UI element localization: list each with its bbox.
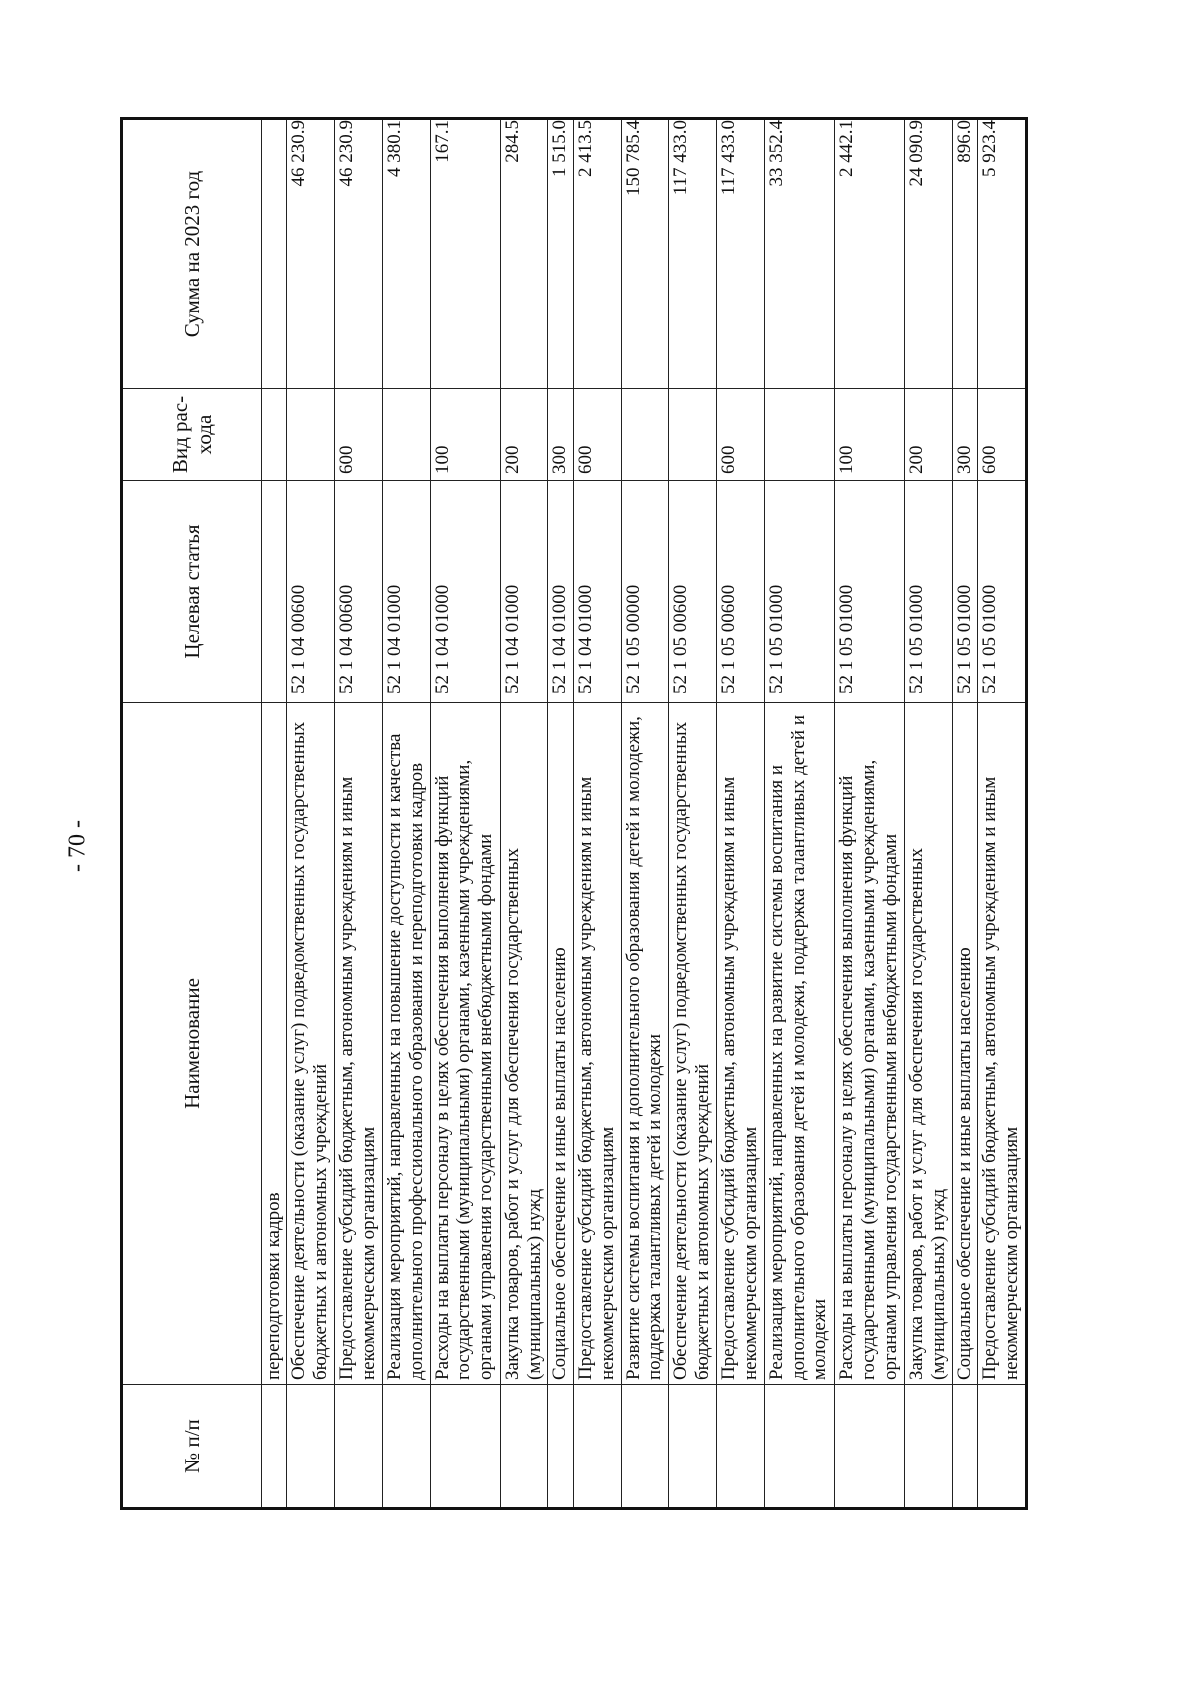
cell-num (764, 1385, 834, 1509)
cell-sum: 33 352.4 (764, 119, 834, 389)
cell-num (717, 1385, 765, 1509)
table-row (952, 119, 977, 1509)
table-row (548, 119, 573, 1509)
cell-name: Социальное обеспечение и иные выплаты населению (548, 703, 573, 1385)
cell-num (548, 1385, 573, 1509)
cell-target: 52 1 04 01000 (382, 481, 430, 703)
cell-num (621, 1385, 669, 1509)
cell-vid: 600 (573, 389, 621, 481)
cell-name: Обеспечение деятельности (оказание услуг) подведомственных государственных бюджетных и автономных учреждений (669, 703, 717, 1385)
cell-name: Социальное обеспечение и иные выплаты населению (952, 703, 977, 1385)
cell-num (834, 1385, 904, 1509)
cell-target: 52 1 04 01000 (548, 481, 573, 703)
cell-vid (669, 389, 717, 481)
cell-name: переподготовки кадров (262, 703, 287, 1385)
cell-num (669, 1385, 717, 1509)
cell-sum: 4 380.1 (382, 119, 430, 389)
cell-sum: 1 515.0 (548, 119, 573, 389)
cell-sum: 117 433.0 (669, 119, 717, 389)
cell-name: Реализация мероприятий, направленных на повышение доступности и качества дополнительного профессионального образования и переподготовки кадров (382, 703, 430, 1385)
cell-sum: 46 230.9 (335, 119, 383, 389)
table-row (382, 119, 430, 1509)
cell-name: Предоставление субсидий бюджетным, автономным учреждениям и иным некоммерческим организациям (335, 703, 383, 1385)
cell-vid: 600 (978, 389, 1027, 481)
cell-sum: 167.1 (430, 119, 500, 389)
cell-num (952, 1385, 977, 1509)
table-row (335, 119, 383, 1509)
budget-table-region (120, 120, 1028, 1510)
cell-target: 52 1 05 00600 (669, 481, 717, 703)
cell-target: 52 1 04 00600 (335, 481, 383, 703)
cell-vid: 600 (335, 389, 383, 481)
cell-target: 52 1 04 01000 (430, 481, 500, 703)
header-sum: Сумма на 2023 год (122, 119, 262, 389)
cell-num (500, 1385, 548, 1509)
cell-num (978, 1385, 1027, 1509)
cell-name: Расходы на выплаты персоналу в целях обеспечения выполнения функций государственными (муниципальными) органами, казенными учреждениями, органами управления государственными внебюджетными фондами (430, 703, 500, 1385)
cell-sum: 896.0 (952, 119, 977, 389)
cell-vid (621, 389, 669, 481)
cell-target: 52 1 05 01000 (764, 481, 834, 703)
cell-sum: 2 413.5 (573, 119, 621, 389)
table-row (834, 119, 904, 1509)
cell-target: 52 1 04 01000 (500, 481, 548, 703)
cell-vid (764, 389, 834, 481)
cell-target: 52 1 04 00600 (287, 481, 335, 703)
table-row (764, 119, 834, 1509)
cell-name: Предоставление субсидий бюджетным, автономным учреждениям и иным некоммерческим организациям (978, 703, 1027, 1385)
cell-name: Закупка товаров, работ и услуг для обеспечения государственных (муниципальных) нужд (500, 703, 548, 1385)
budget-table (120, 117, 1028, 1510)
cell-num (573, 1385, 621, 1509)
header-target: Целевая статья (122, 481, 262, 703)
cell-vid: 200 (500, 389, 548, 481)
cell-name: Развитие системы воспитания и дополнительного образования детей и молодежи, поддержка талантливых детей и молодежи (621, 703, 669, 1385)
cell-num (335, 1385, 383, 1509)
cell-vid: 200 (904, 389, 952, 481)
cell-sum: 46 230.9 (287, 119, 335, 389)
table-row (500, 119, 548, 1509)
table-row (287, 119, 335, 1509)
cell-target: 52 1 05 00000 (621, 481, 669, 703)
cell-sum: 2 442.1 (834, 119, 904, 389)
cell-name: Предоставление субсидий бюджетным, автономным учреждениям и иным некоммерческим организациям (717, 703, 765, 1385)
cell-vid: 100 (430, 389, 500, 481)
cell-vid: 300 (952, 389, 977, 481)
table-row (669, 119, 717, 1509)
page-number: - 70 - (64, 820, 91, 872)
cell-sum: 284.5 (500, 119, 548, 389)
cell-target: 52 1 05 01000 (904, 481, 952, 703)
cell-vid: 300 (548, 389, 573, 481)
cell-target: 52 1 05 01000 (834, 481, 904, 703)
cell-sum: 24 090.9 (904, 119, 952, 389)
cell-target: 52 1 05 00600 (717, 481, 765, 703)
cell-name: Обеспечение деятельности (оказание услуг) подведомственных государственных бюджетных и автономных учреждений (287, 703, 335, 1385)
cell-target (262, 481, 287, 703)
table-row (717, 119, 765, 1509)
cell-target: 52 1 05 01000 (978, 481, 1027, 703)
table-row (430, 119, 500, 1509)
cell-num (382, 1385, 430, 1509)
table-header-row (122, 119, 262, 1509)
cell-num (287, 1385, 335, 1509)
table-row (621, 119, 669, 1509)
cell-target: 52 1 05 01000 (952, 481, 977, 703)
table-row (573, 119, 621, 1509)
cell-vid (287, 389, 335, 481)
cell-vid: 100 (834, 389, 904, 481)
cell-sum: 117 433.0 (717, 119, 765, 389)
cell-num (430, 1385, 500, 1509)
header-vid: Вид рас- хода (122, 389, 262, 481)
header-name: Наименование (122, 703, 262, 1385)
cell-sum: 5 923.4 (978, 119, 1027, 389)
cell-vid: 600 (717, 389, 765, 481)
table-row (262, 119, 287, 1509)
cell-name: Закупка товаров, работ и услуг для обеспечения государственных (муниципальных) нужд (904, 703, 952, 1385)
cell-target: 52 1 04 01000 (573, 481, 621, 703)
cell-num (262, 1385, 287, 1509)
cell-name: Расходы на выплаты персоналу в целях обеспечения выполнения функций государственными (муниципальными) органами, казенными учреждениями, органами управления государственными внебюджетными фондами (834, 703, 904, 1385)
cell-sum (262, 119, 287, 389)
cell-name: Предоставление субсидий бюджетным, автономным учреждениям и иным некоммерческим организациям (573, 703, 621, 1385)
table-row (978, 119, 1027, 1509)
cell-num (904, 1385, 952, 1509)
cell-sum: 150 785.4 (621, 119, 669, 389)
rotated-table-wrapper (120, 120, 1028, 1510)
header-num: № п/п (122, 1385, 262, 1509)
cell-vid (382, 389, 430, 481)
cell-name: Реализация мероприятий, направленных на развитие системы воспитания и дополнительного образования детей и молодежи, поддержка талантливых детей и молодежи (764, 703, 834, 1385)
cell-vid (262, 389, 287, 481)
table-row (904, 119, 952, 1509)
